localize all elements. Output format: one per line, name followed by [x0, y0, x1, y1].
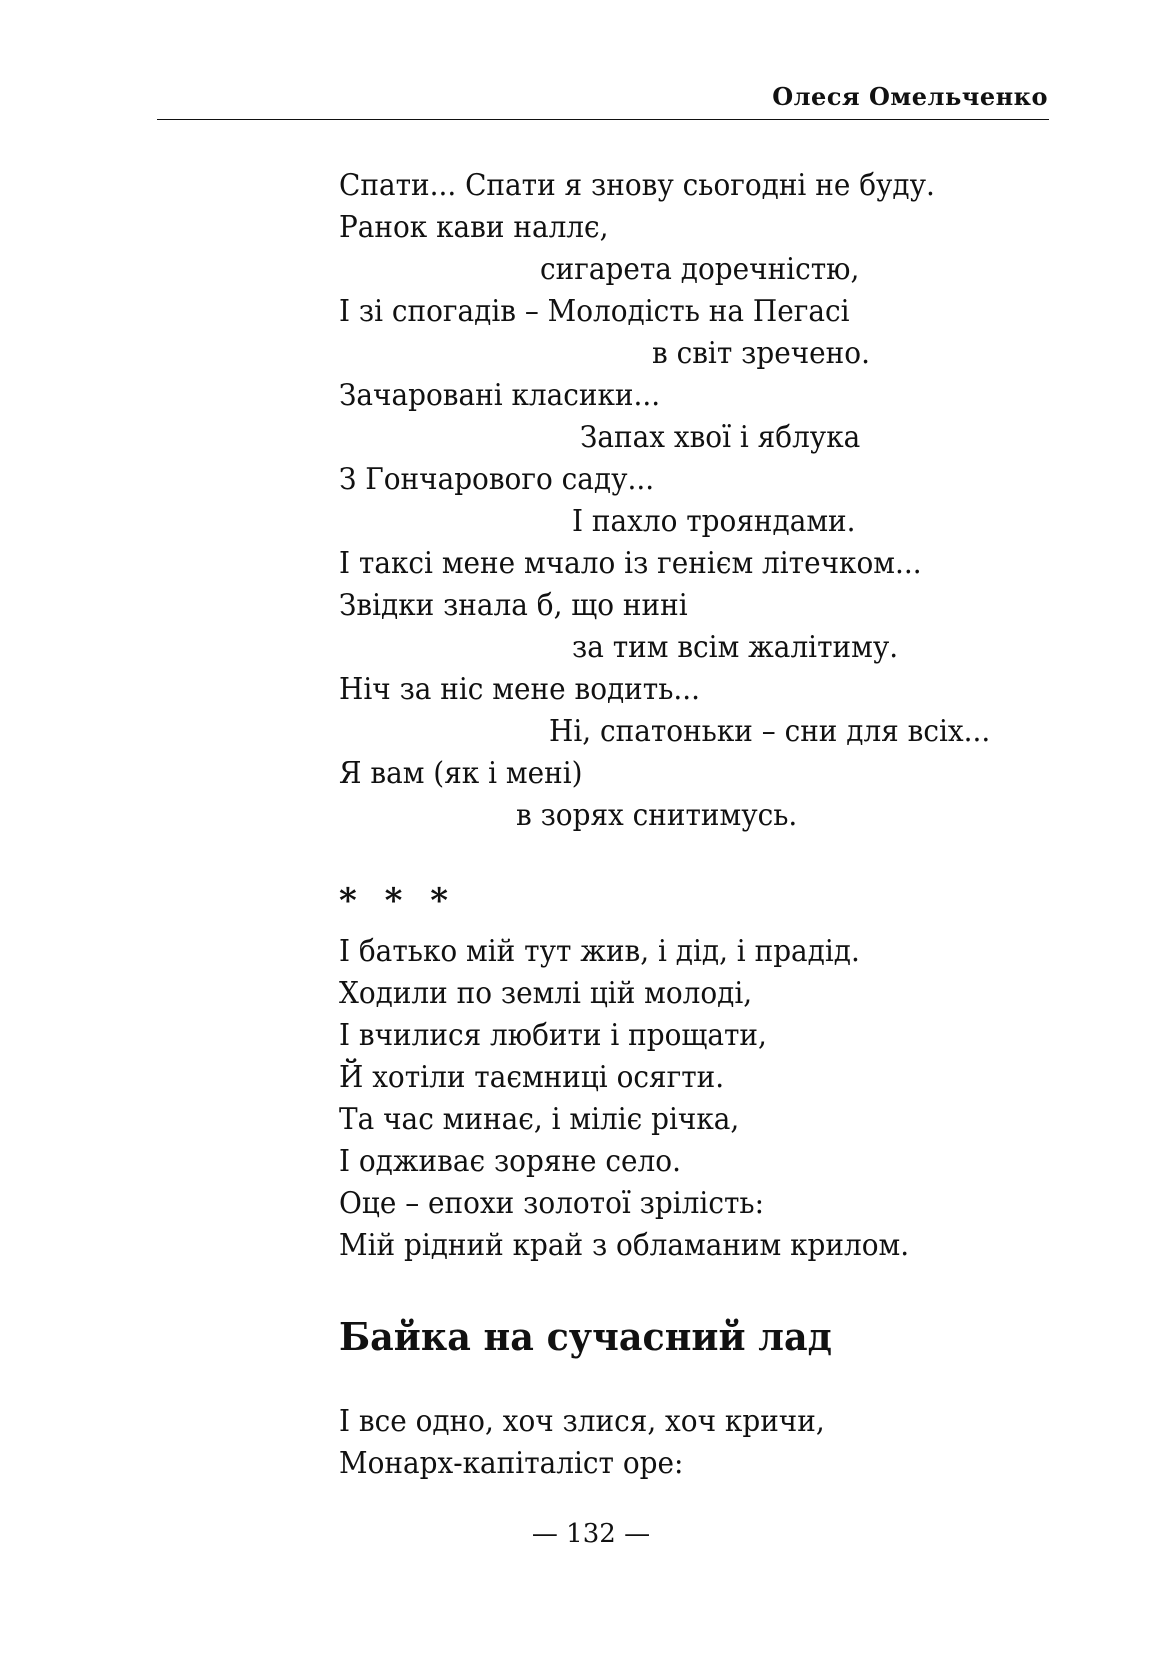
- poem1-line-3: сигарета доречністю,: [540, 252, 860, 287]
- header-divider: [157, 119, 1049, 120]
- poem1-line-6: Зачаровані класики...: [339, 378, 661, 413]
- poem2-line-2: Ходили по землі цій молоді,: [339, 976, 753, 1011]
- page-number: — 132 —: [531, 1519, 651, 1549]
- poem-title: Байка на сучасний лад: [339, 1314, 832, 1359]
- running-header-author: Олеся Омельченко: [772, 82, 1048, 111]
- poem2-line-8: Мій рідний край з обламаним крилом.: [339, 1228, 910, 1263]
- poem3-line-2: Монарх-капіталіст оре:: [339, 1446, 684, 1481]
- poem1-line-5: в світ зречено.: [652, 336, 870, 371]
- poem1-line-11: Звідки знала б, що нині: [339, 588, 688, 623]
- poem1-line-13: Ніч за ніс мене водить...: [339, 672, 700, 707]
- poem1-line-10: І таксі мене мчало із генієм літечком...: [339, 546, 922, 581]
- poem2-line-4: Й хотіли таємниці осягти.: [339, 1060, 725, 1095]
- poem1-line-14: Ні, спатоньки – сни для всіх...: [549, 714, 991, 749]
- poem2-line-1: І батько мій тут жив, і дід, і прадід.: [339, 934, 860, 969]
- poem1-line-1: Спати... Спати я знову сьогодні не буду.: [339, 168, 935, 203]
- stanza-separator: * * *: [339, 881, 457, 921]
- poem1-line-9: І пахло трояндами.: [572, 504, 856, 539]
- poem1-line-12: за тим всім жалітиму.: [572, 630, 899, 665]
- poem3-line-1: І все одно, хоч злися, хоч кричи,: [339, 1404, 825, 1439]
- poem2-line-5: Та час минає, і міліє річка,: [339, 1102, 740, 1137]
- poem1-line-15: Я вам (як і мені): [339, 756, 583, 791]
- poem2-line-3: І вчилися любити і прощати,: [339, 1018, 767, 1053]
- poem1-line-16: в зорях снитимусь.: [516, 798, 798, 833]
- poem2-line-7: Оце – епохи золотої зрілість:: [339, 1186, 764, 1221]
- poem1-line-4: І зі спогадів – Молодість на Пегасі: [339, 294, 850, 329]
- poem1-line-2: Ранок кави наллє,: [339, 210, 609, 245]
- poem1-line-8: З Гончарового саду...: [339, 462, 655, 497]
- poem1-line-7: Запах хвої і яблука: [580, 420, 861, 455]
- poem2-line-6: І одживає зоряне село.: [339, 1144, 681, 1179]
